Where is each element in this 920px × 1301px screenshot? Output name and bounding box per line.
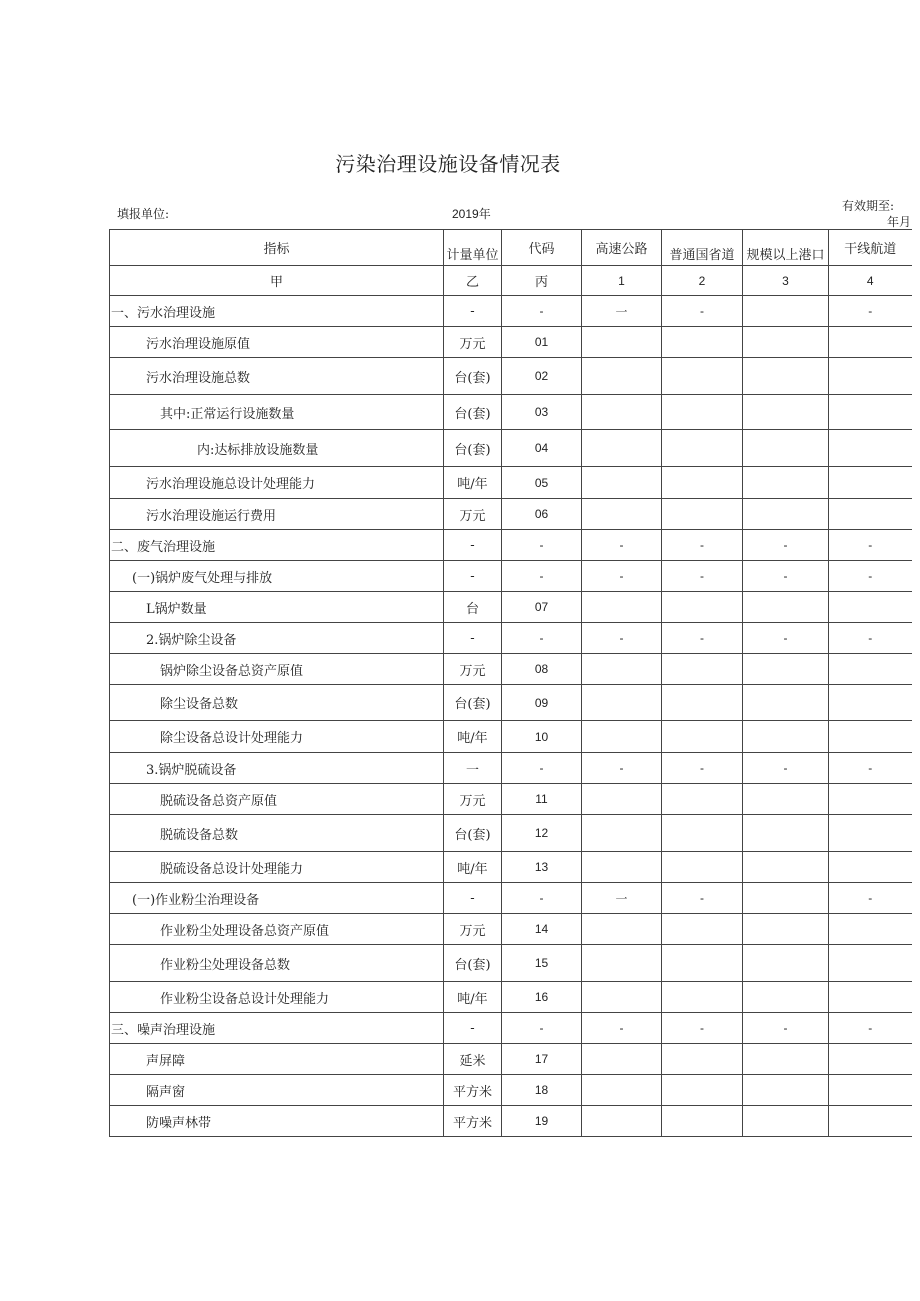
national-road-cell[interactable] bbox=[662, 945, 743, 982]
code-cell: - bbox=[502, 883, 582, 914]
code-cell: 01 bbox=[502, 327, 582, 358]
indicator-cell: (一)锅炉废气处理与排放 bbox=[110, 561, 444, 592]
indicator-cell: 污水治理设施总设计处理能力 bbox=[110, 467, 444, 499]
code-cell: 06 bbox=[502, 499, 582, 530]
waterway-cell[interactable]: - bbox=[829, 883, 912, 914]
expressway-cell[interactable]: - bbox=[582, 561, 662, 592]
unit-cell: 台(套) bbox=[444, 430, 502, 467]
national-road-cell[interactable] bbox=[662, 654, 743, 685]
waterway-cell[interactable] bbox=[829, 721, 912, 753]
code-cell: 16 bbox=[502, 982, 582, 1013]
waterway-cell[interactable]: - bbox=[829, 623, 912, 654]
unit-cell: 台(套) bbox=[444, 685, 502, 721]
waterway-cell[interactable] bbox=[829, 592, 912, 623]
indicator-cell: 作业粉尘设备总设计处理能力 bbox=[110, 982, 444, 1013]
expressway-cell[interactable] bbox=[582, 430, 662, 467]
indicator-cell: 锅炉除尘设备总资产原值 bbox=[110, 654, 444, 685]
port-cell[interactable] bbox=[743, 721, 829, 753]
port-cell[interactable] bbox=[743, 914, 829, 945]
unit-cell: - bbox=[444, 296, 502, 327]
waterway-cell[interactable] bbox=[829, 852, 912, 883]
expressway-cell[interactable] bbox=[582, 1044, 662, 1075]
expressway-cell[interactable] bbox=[582, 654, 662, 685]
column-header-expressway: 高速公路 bbox=[582, 230, 662, 266]
expressway-cell[interactable] bbox=[582, 914, 662, 945]
expressway-cell[interactable] bbox=[582, 685, 662, 721]
table-row bbox=[110, 467, 912, 499]
waterway-cell[interactable]: - bbox=[829, 296, 912, 327]
port-cell[interactable] bbox=[743, 883, 829, 914]
port-cell[interactable] bbox=[743, 296, 829, 327]
waterway-cell[interactable]: - bbox=[829, 753, 912, 784]
waterway-cell[interactable] bbox=[829, 685, 912, 721]
waterway-cell[interactable] bbox=[829, 1044, 912, 1075]
expressway-cell[interactable] bbox=[582, 982, 662, 1013]
unit-cell: 台(套) bbox=[444, 358, 502, 395]
table-row bbox=[110, 654, 912, 685]
expressway-cell[interactable] bbox=[582, 721, 662, 753]
national-road-cell[interactable] bbox=[662, 395, 743, 430]
indicator-cell: 声屏障 bbox=[110, 1044, 444, 1075]
national-road-cell[interactable] bbox=[662, 592, 743, 623]
port-cell[interactable] bbox=[743, 467, 829, 499]
waterway-cell[interactable] bbox=[829, 395, 912, 430]
unit-cell: 一 bbox=[444, 753, 502, 784]
code-cell: - bbox=[502, 296, 582, 327]
code-cell: 02 bbox=[502, 358, 582, 395]
unit-cell: 万元 bbox=[444, 499, 502, 530]
unit-cell: 吨/年 bbox=[444, 982, 502, 1013]
indicator-cell: 脱硫设备总数 bbox=[110, 815, 444, 852]
expressway-cell[interactable] bbox=[582, 499, 662, 530]
index-cell: 1 bbox=[582, 266, 662, 296]
index-row bbox=[110, 266, 912, 296]
code-cell: 08 bbox=[502, 654, 582, 685]
code-cell: - bbox=[502, 1013, 582, 1044]
national-road-cell[interactable] bbox=[662, 358, 743, 395]
code-cell: 14 bbox=[502, 914, 582, 945]
expressway-cell[interactable] bbox=[582, 592, 662, 623]
expressway-cell[interactable] bbox=[582, 467, 662, 499]
indicator-cell: 除尘设备总数 bbox=[110, 685, 444, 721]
unit-cell: 台(套) bbox=[444, 945, 502, 982]
expressway-cell[interactable] bbox=[582, 395, 662, 430]
facilities-table bbox=[109, 229, 912, 1137]
waterway-cell[interactable] bbox=[829, 914, 912, 945]
port-cell[interactable] bbox=[743, 685, 829, 721]
table-row bbox=[110, 296, 912, 327]
indicator-cell: 作业粉尘处理设备总资产原值 bbox=[110, 914, 444, 945]
waterway-cell[interactable] bbox=[829, 467, 912, 499]
unit-cell: 平方米 bbox=[444, 1075, 502, 1106]
code-cell: 04 bbox=[502, 430, 582, 467]
table-row bbox=[110, 430, 912, 467]
waterway-cell[interactable] bbox=[829, 430, 912, 467]
port-cell[interactable] bbox=[743, 327, 829, 358]
table-row bbox=[110, 721, 912, 753]
port-cell[interactable]: - bbox=[743, 623, 829, 654]
indicator-cell: (一)作业粉尘治理设备 bbox=[110, 883, 444, 914]
port-cell[interactable] bbox=[743, 1106, 829, 1137]
unit-cell: 平方米 bbox=[444, 1106, 502, 1137]
expressway-cell[interactable] bbox=[582, 945, 662, 982]
code-cell: 12 bbox=[502, 815, 582, 852]
expressway-cell[interactable]: 一 bbox=[582, 296, 662, 327]
unit-cell: 万元 bbox=[444, 654, 502, 685]
national-road-cell[interactable] bbox=[662, 467, 743, 499]
port-cell[interactable] bbox=[743, 430, 829, 467]
column-header-waterway: 干线航道 bbox=[829, 230, 912, 266]
national-road-cell[interactable]: - bbox=[662, 530, 743, 561]
unit-cell: 台(套) bbox=[444, 395, 502, 430]
port-cell[interactable]: - bbox=[743, 753, 829, 784]
code-cell: 03 bbox=[502, 395, 582, 430]
table-row bbox=[110, 561, 912, 592]
port-cell[interactable] bbox=[743, 815, 829, 852]
indicator-cell: 隔声窗 bbox=[110, 1075, 444, 1106]
indicator-cell: 污水治理设施原值 bbox=[110, 327, 444, 358]
code-cell: 07 bbox=[502, 592, 582, 623]
national-road-cell[interactable] bbox=[662, 327, 743, 358]
index-cell: 3 bbox=[743, 266, 829, 296]
expressway-cell[interactable] bbox=[582, 1106, 662, 1137]
indicator-cell: 作业粉尘处理设备总数 bbox=[110, 945, 444, 982]
indicator-cell: L锅炉数量 bbox=[110, 592, 444, 623]
waterway-cell[interactable] bbox=[829, 1106, 912, 1137]
page-title: 污染治理设施设备情况表 bbox=[335, 152, 561, 176]
indicator-cell: 二、废气治理设施 bbox=[110, 530, 444, 561]
indicator-cell: 2.锅炉除尘设备 bbox=[110, 623, 444, 654]
waterway-cell[interactable] bbox=[829, 982, 912, 1013]
national-road-cell[interactable] bbox=[662, 685, 743, 721]
code-cell: - bbox=[502, 623, 582, 654]
table-row bbox=[110, 753, 912, 784]
column-header-national-provincial-road: 普通国省道 bbox=[662, 230, 743, 266]
national-road-cell[interactable] bbox=[662, 721, 743, 753]
code-cell: 09 bbox=[502, 685, 582, 721]
unit-cell: 延米 bbox=[444, 1044, 502, 1075]
expressway-cell[interactable] bbox=[582, 327, 662, 358]
port-cell[interactable]: - bbox=[743, 530, 829, 561]
national-road-cell[interactable] bbox=[662, 1044, 743, 1075]
index-cell: 乙 bbox=[444, 266, 502, 296]
table-row bbox=[110, 685, 912, 721]
code-cell: - bbox=[502, 561, 582, 592]
waterway-cell[interactable] bbox=[829, 1075, 912, 1106]
waterway-cell[interactable] bbox=[829, 499, 912, 530]
table-row bbox=[110, 1044, 912, 1075]
national-road-cell[interactable] bbox=[662, 1106, 743, 1137]
report-year: 2019年 bbox=[452, 207, 491, 221]
unit-cell: - bbox=[444, 530, 502, 561]
code-cell: 10 bbox=[502, 721, 582, 753]
expressway-cell[interactable] bbox=[582, 1075, 662, 1106]
table-row bbox=[110, 623, 912, 654]
code-cell: 17 bbox=[502, 1044, 582, 1075]
unit-cell: - bbox=[444, 561, 502, 592]
table-row bbox=[110, 499, 912, 530]
index-cell: 2 bbox=[662, 266, 743, 296]
port-cell[interactable] bbox=[743, 852, 829, 883]
national-road-cell[interactable]: - bbox=[662, 1013, 743, 1044]
table-row bbox=[110, 945, 912, 982]
table-row bbox=[110, 327, 912, 358]
national-road-cell[interactable]: - bbox=[662, 296, 743, 327]
table-row bbox=[110, 530, 912, 561]
valid-until-label: 有效期至: bbox=[841, 199, 894, 213]
waterway-cell[interactable] bbox=[829, 815, 912, 852]
national-road-cell[interactable] bbox=[662, 982, 743, 1013]
code-cell: 18 bbox=[502, 1075, 582, 1106]
waterway-cell[interactable] bbox=[829, 358, 912, 395]
national-road-cell[interactable]: - bbox=[662, 623, 743, 654]
expressway-cell[interactable]: - bbox=[582, 623, 662, 654]
unit-cell: 万元 bbox=[444, 784, 502, 815]
table-row bbox=[110, 914, 912, 945]
column-header-port: 规模以上港口 bbox=[743, 230, 829, 266]
table-row bbox=[110, 1013, 912, 1044]
indicator-cell: 三、噪声治理设施 bbox=[110, 1013, 444, 1044]
waterway-cell[interactable]: - bbox=[829, 1013, 912, 1044]
unit-cell: 吨/年 bbox=[444, 852, 502, 883]
port-cell[interactable] bbox=[743, 499, 829, 530]
unit-cell: - bbox=[444, 623, 502, 654]
national-road-cell[interactable] bbox=[662, 430, 743, 467]
index-cell: 丙 bbox=[502, 266, 582, 296]
code-cell: 15 bbox=[502, 945, 582, 982]
port-cell[interactable] bbox=[743, 945, 829, 982]
waterway-cell[interactable] bbox=[829, 784, 912, 815]
code-cell: 05 bbox=[502, 467, 582, 499]
waterway-cell[interactable] bbox=[829, 654, 912, 685]
index-cell: 甲 bbox=[110, 266, 444, 296]
indicator-cell: 除尘设备总设计处理能力 bbox=[110, 721, 444, 753]
national-road-cell[interactable]: - bbox=[662, 883, 743, 914]
code-cell: - bbox=[502, 753, 582, 784]
waterway-cell[interactable]: - bbox=[829, 530, 912, 561]
indicator-cell: 脱硫设备总设计处理能力 bbox=[110, 852, 444, 883]
national-road-cell[interactable] bbox=[662, 815, 743, 852]
port-cell[interactable] bbox=[743, 1044, 829, 1075]
indicator-cell: 污水治理设施运行费用 bbox=[110, 499, 444, 530]
expressway-cell[interactable]: - bbox=[582, 530, 662, 561]
unit-cell: 台(套) bbox=[444, 815, 502, 852]
indicator-cell: 3.锅炉脱硫设备 bbox=[110, 753, 444, 784]
unit-cell: 万元 bbox=[444, 327, 502, 358]
expressway-cell[interactable] bbox=[582, 358, 662, 395]
reporting-unit-label: 填报单位: bbox=[117, 207, 170, 221]
port-cell[interactable] bbox=[743, 982, 829, 1013]
expressway-cell[interactable]: - bbox=[582, 1013, 662, 1044]
column-header-code: 代码 bbox=[502, 230, 582, 266]
table-row bbox=[110, 982, 912, 1013]
indicator-cell: 一、污水治理设施 bbox=[110, 296, 444, 327]
waterway-cell[interactable]: - bbox=[829, 561, 912, 592]
port-cell[interactable] bbox=[743, 784, 829, 815]
unit-cell: 吨/年 bbox=[444, 467, 502, 499]
port-cell[interactable] bbox=[743, 1075, 829, 1106]
indicator-cell: 其中:正常运行设施数量 bbox=[110, 395, 444, 430]
unit-cell: - bbox=[444, 1013, 502, 1044]
table-row bbox=[110, 784, 912, 815]
unit-cell: 台 bbox=[444, 592, 502, 623]
table-row bbox=[110, 883, 912, 914]
port-cell[interactable] bbox=[743, 592, 829, 623]
national-road-cell[interactable] bbox=[662, 1075, 743, 1106]
indicator-cell: 脱硫设备总资产原值 bbox=[110, 784, 444, 815]
unit-cell: - bbox=[444, 883, 502, 914]
port-cell[interactable] bbox=[743, 654, 829, 685]
waterway-cell[interactable] bbox=[829, 945, 912, 982]
unit-cell: 吨/年 bbox=[444, 721, 502, 753]
expressway-cell[interactable] bbox=[582, 852, 662, 883]
column-header-unit: 计量单位 bbox=[444, 230, 502, 266]
table-row bbox=[110, 358, 912, 395]
indicator-cell: 内:达标排放设施数量 bbox=[110, 430, 444, 467]
code-cell: 11 bbox=[502, 784, 582, 815]
port-cell[interactable]: - bbox=[743, 1013, 829, 1044]
national-road-cell[interactable]: - bbox=[662, 561, 743, 592]
waterway-cell[interactable] bbox=[829, 327, 912, 358]
table-row bbox=[110, 815, 912, 852]
national-road-cell[interactable] bbox=[662, 499, 743, 530]
expressway-cell[interactable]: 一 bbox=[582, 883, 662, 914]
column-header-indicator: 指标 bbox=[110, 230, 444, 266]
table-row bbox=[110, 1106, 912, 1137]
table-row bbox=[110, 1075, 912, 1106]
indicator-cell: 防噪声林带 bbox=[110, 1106, 444, 1137]
expressway-cell[interactable]: - bbox=[582, 753, 662, 784]
national-road-cell[interactable] bbox=[662, 914, 743, 945]
national-road-cell[interactable] bbox=[662, 784, 743, 815]
port-cell[interactable] bbox=[743, 358, 829, 395]
code-cell: 13 bbox=[502, 852, 582, 883]
header-row bbox=[110, 230, 912, 266]
national-road-cell[interactable] bbox=[662, 852, 743, 883]
port-cell[interactable]: - bbox=[743, 561, 829, 592]
table-row bbox=[110, 592, 912, 623]
national-road-cell[interactable]: - bbox=[662, 753, 743, 784]
port-cell[interactable] bbox=[743, 395, 829, 430]
index-cell: 4 bbox=[829, 266, 912, 296]
indicator-cell: 污水治理设施总数 bbox=[110, 358, 444, 395]
expressway-cell[interactable] bbox=[582, 815, 662, 852]
expressway-cell[interactable] bbox=[582, 784, 662, 815]
valid-until-year-month: 年月 bbox=[886, 215, 911, 229]
code-cell: - bbox=[502, 530, 582, 561]
unit-cell: 万元 bbox=[444, 914, 502, 945]
code-cell: 19 bbox=[502, 1106, 582, 1137]
table-row bbox=[110, 395, 912, 430]
table-row bbox=[110, 852, 912, 883]
